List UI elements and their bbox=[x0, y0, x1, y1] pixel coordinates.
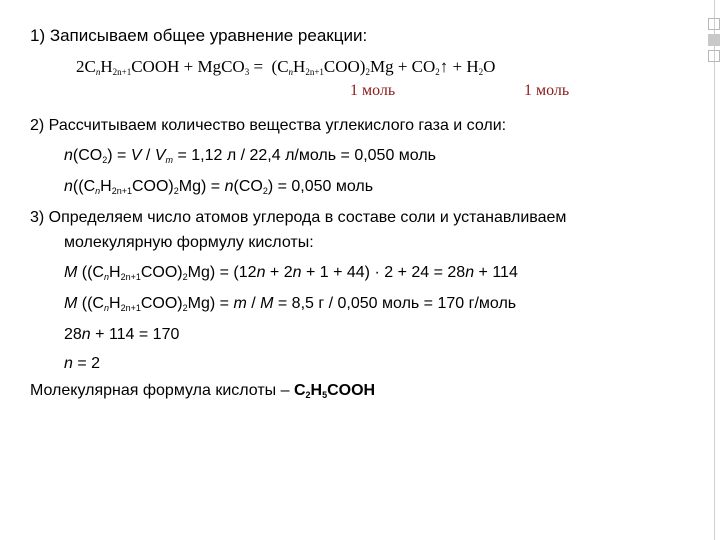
n-result: n = 2 bbox=[64, 355, 101, 372]
step1-heading: 1) Записываем общее уравнение реакции: bbox=[30, 26, 368, 45]
decoration-square bbox=[708, 18, 720, 30]
answer-line: Молекулярная формула кислоты – $C_2H_5COOH$ bbox=[30, 382, 376, 400]
molar-mass-value: M $((C_nH_{2n+1}COO)_2Mg) = m / M = 8,5$ г / 0,050 моль = 170 г/моль bbox=[64, 295, 517, 313]
decoration-square bbox=[708, 50, 720, 62]
equation-solve: 28n + 114 = 170 bbox=[64, 326, 180, 343]
decoration-line bbox=[714, 0, 715, 540]
answer-formula: $C_2H_5COOH$ bbox=[293, 382, 376, 400]
step3-heading-cont: молекулярную формулу кислоты: bbox=[64, 234, 314, 251]
reaction-equation: $2C_nH_{2n+1}COOH$ + MgCO$_3$ = $(C_nH_{2n+1}COO)_2Mg$ + $CO_2↑ + H_2O$ bbox=[76, 57, 496, 77]
step2-heading: 2) Рассчитываем количество вещества углекислого газа и соли: bbox=[30, 117, 507, 134]
slide-decoration bbox=[698, 0, 720, 540]
mol-label-co2: 1 моль bbox=[524, 82, 570, 99]
step3-heading: 3) Определяем число атомов углерода в составе соли и устанавливаем bbox=[30, 209, 567, 226]
decoration-square-filled bbox=[708, 34, 720, 46]
calc-co2-amount: $n(CO_2) = V / V_m = 1,12$ л / 22,4 л/моль = 0,050 моль bbox=[64, 147, 437, 165]
calc-salt-amount: $n((C_nH_{2n+1}COO)_2Mg) = n(CO_2) = 0,050$ моль bbox=[64, 178, 374, 196]
mol-label-salt: 1 моль bbox=[350, 82, 396, 99]
molar-mass-expression: M $((C_nH_{2n+1}COO)_2Mg) = (12n + 2n + 1 + 44) \cdot 2 + 24 = 28n + 114$ bbox=[64, 264, 518, 282]
